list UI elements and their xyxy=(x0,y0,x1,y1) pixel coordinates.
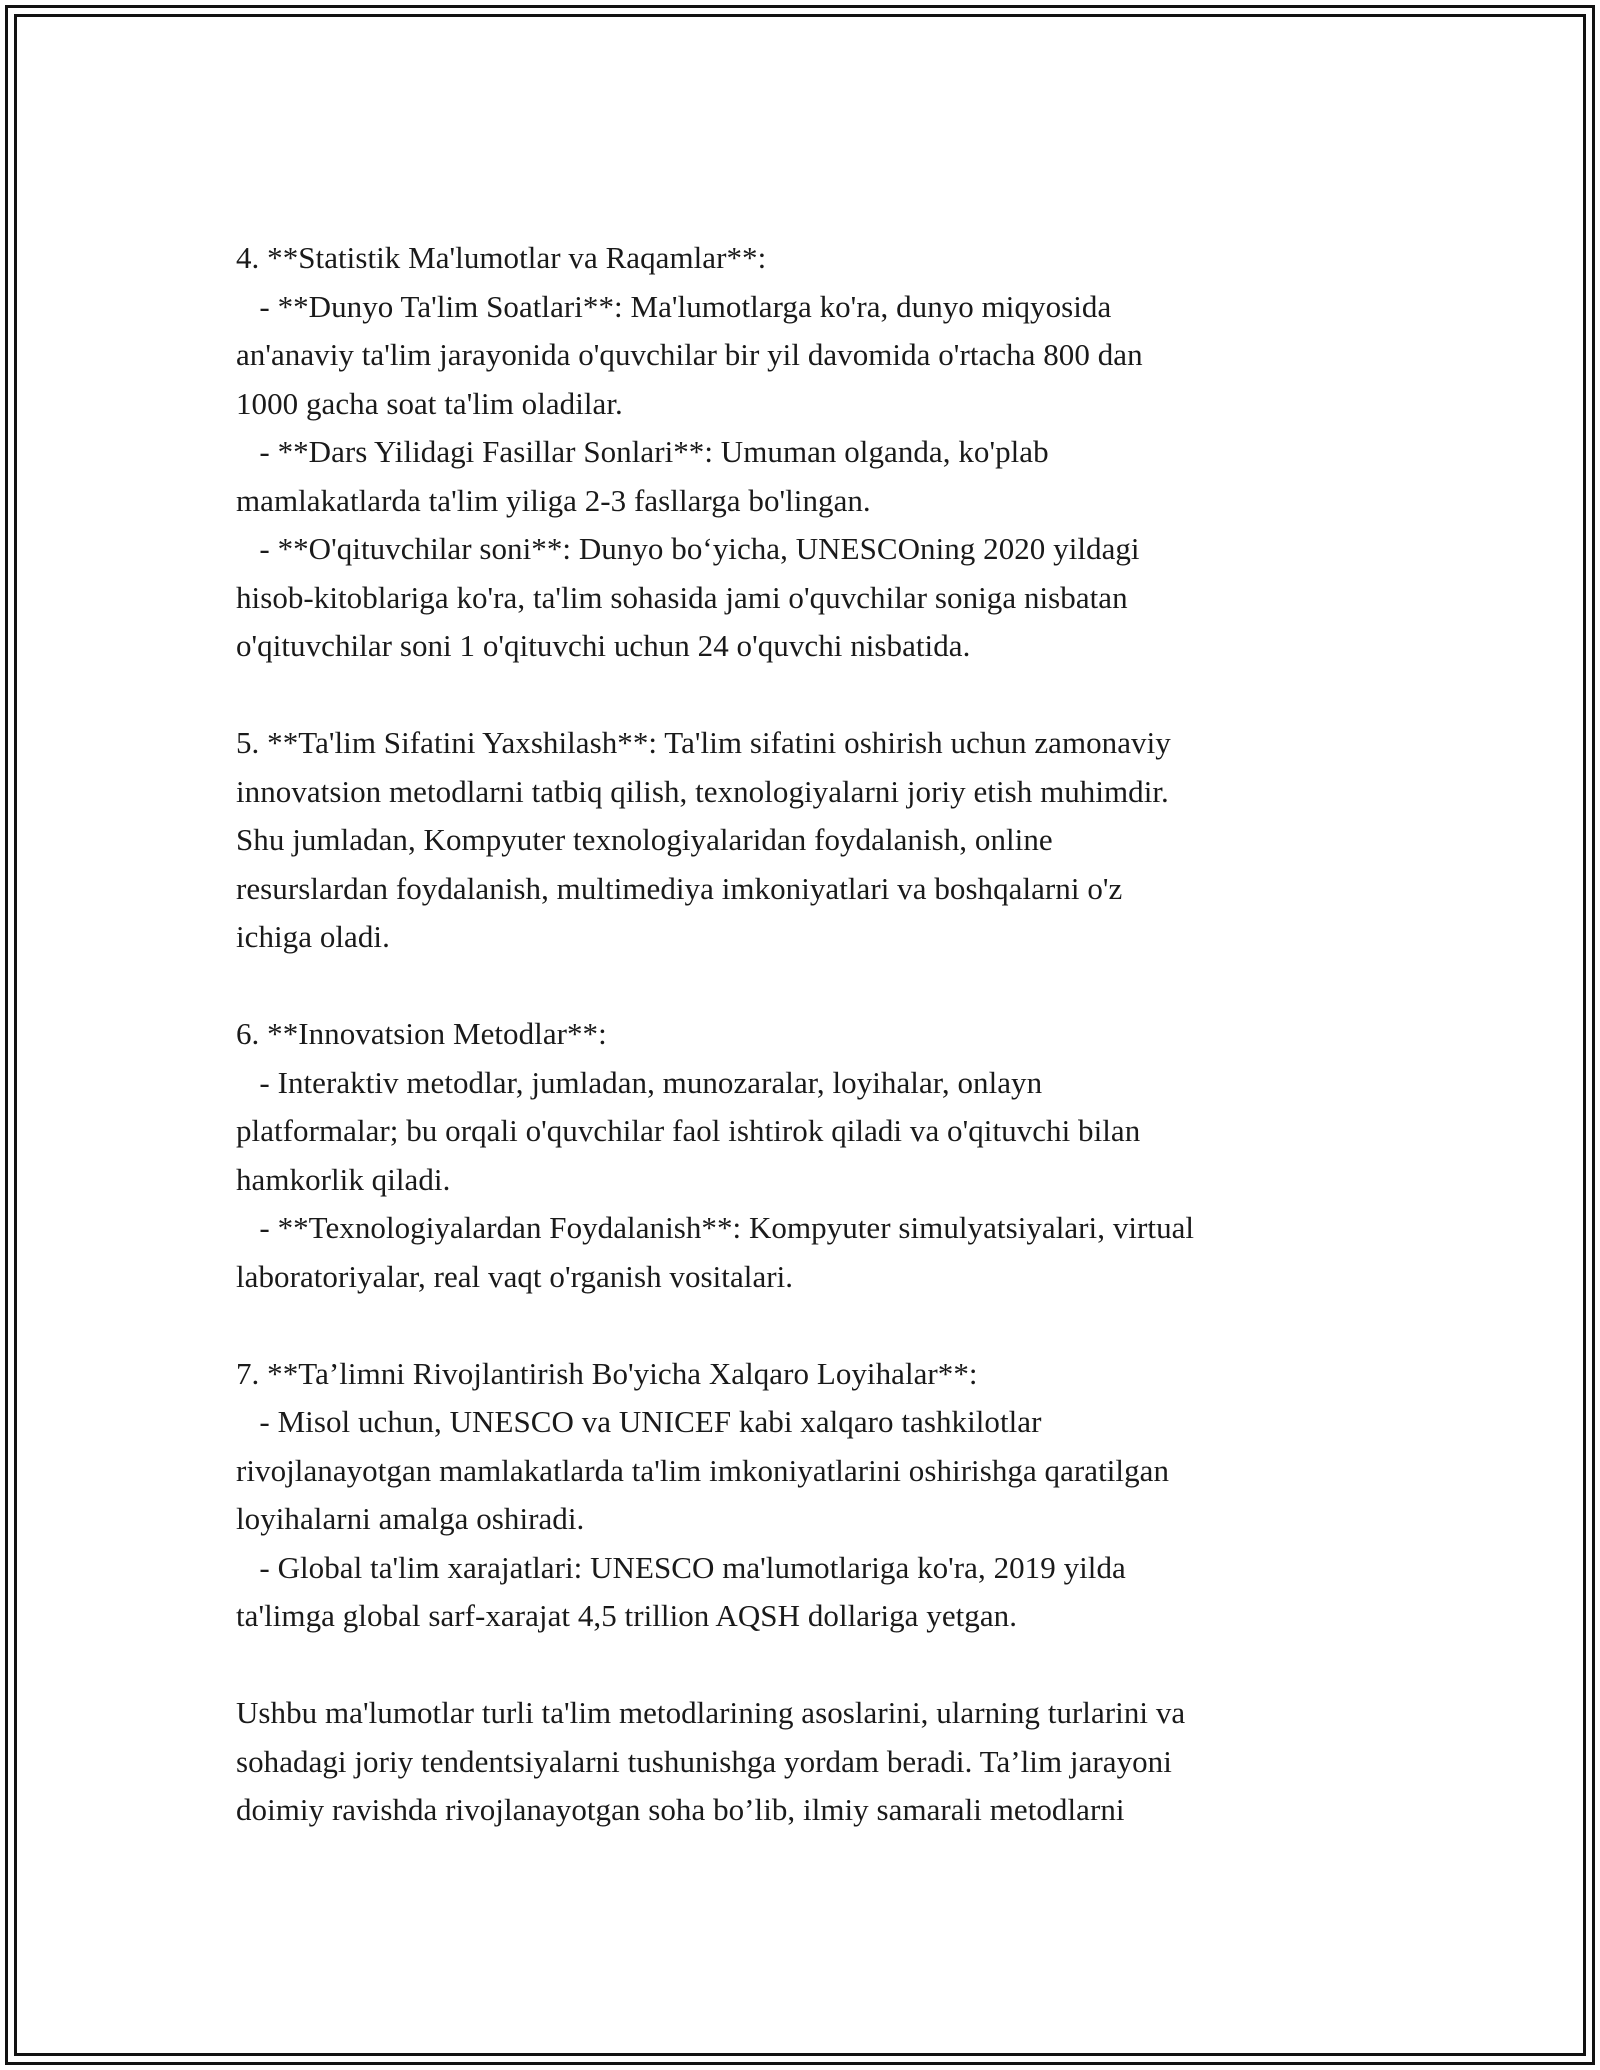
paragraph-spacer xyxy=(236,671,1386,720)
section-heading: 6. **Innovatsion Metodlar**: xyxy=(236,1016,607,1051)
text-line: Ushbu ma'lumotlar turli ta'lim metodlarining asoslarini, ularning turlarini va xyxy=(236,1695,1186,1730)
text-line: hisob-kitoblariga ko'ra, ta'lim sohasida jami o'quvchilar soniga nisbatan xyxy=(236,579,1128,615)
text-line: rivojlanayotgan mamlakatlarda ta'lim imkoniyatlarini oshirishga qaratilgan xyxy=(236,1452,1169,1488)
text-line: ta'limga global sarf-xarajat 4,5 trillion AQSH dollariga yetgan. xyxy=(236,1598,1017,1633)
paragraph-spacer xyxy=(236,962,1386,1011)
section-quality-improvement xyxy=(236,719,1386,962)
text-line: doimiy ravishda rivojlanayotgan soha bo’lib, ilmiy samarali metodlarni xyxy=(236,1792,1125,1827)
bullet-item: - **Dars Yilidagi Fasillar Sonlari**: Umuman olganda, ko'plab xyxy=(236,434,1049,469)
section-statistics xyxy=(236,234,1386,671)
text-line: sohadagi joriy tendentsiyalarni tushunishga yordam beradi. Ta’lim jarayoni xyxy=(236,1743,1172,1779)
bullet-item: - **Dunyo Ta'lim Soatlari**: Ma'lumotlarga ko'ra, dunyo miqyosida xyxy=(236,288,1112,324)
text-line: an'anaviy ta'lim jarayonida o'quvchilar bir yil davomida o'rtacha 800 dan xyxy=(236,337,1143,372)
section-heading: 4. **Statistik Ma'lumotlar va Raqamlar**: xyxy=(236,240,767,275)
text-line: innovatsion metodlarni tatbiq qilish, texnologiyalarni joriy etish muhimdir. xyxy=(236,773,1169,809)
text-line: 1000 gacha soat ta'lim oladilar. xyxy=(236,385,623,421)
bullet-item: - Interaktiv metodlar, jumladan, munozaralar, loyihalar, onlayn xyxy=(236,1064,1043,1100)
section-innovative-methods xyxy=(236,1010,1386,1301)
bullet-item: - Global ta'lim xarajatlari: UNESCO ma'lumotlariga ko'ra, 2019 yilda xyxy=(236,1549,1126,1585)
bullet-item: - **Texnologiyalardan Foydalanish**: Kompyuter simulyatsiyalari, virtual xyxy=(236,1210,1195,1245)
text-line: resurslardan foydalanish, multimediya imkoniyatlari va boshqalarni o'z xyxy=(236,870,1123,906)
section-international-projects xyxy=(236,1350,1386,1641)
bullet-item: - Misol uchun, UNESCO va UNICEF kabi xalqaro tashkilotlar xyxy=(236,1404,1042,1439)
text-line: ichiga oladi. xyxy=(236,919,390,954)
text-line: loyihalarni amalga oshiradi. xyxy=(236,1501,585,1536)
text-line: o'qituvchilar soni 1 o'qituvchi uchun 24 o'quvchi nisbatida. xyxy=(236,628,971,663)
text-line: platformalar; bu orqali o'quvchilar faol ishtirok qiladi va o'qituvchi bilan xyxy=(236,1113,1141,1148)
paragraph-spacer xyxy=(236,1301,1386,1350)
document-body xyxy=(236,234,1386,1835)
text-line: mamlakatlarda ta'lim yiliga 2-3 fasllarga bo'lingan. xyxy=(236,482,871,518)
text-line: laboratoriyalar, real vaqt o'rganish vositalari. xyxy=(236,1258,794,1294)
section-heading: 5. **Ta'lim Sifatini Yaxshilash**: Ta'lim sifatini oshirish uchun zamonaviy xyxy=(236,725,1171,760)
text-line: Shu jumladan, Kompyuter texnologiyalaridan foydalanish, online xyxy=(236,822,1053,857)
paragraph-spacer xyxy=(236,1641,1386,1690)
section-heading: 7. **Ta’limni Rivojlantirish Bo'yicha Xalqaro Loyihalar**: xyxy=(236,1355,978,1391)
text-line: hamkorlik qiladi. xyxy=(236,1161,451,1197)
bullet-item: - **O'qituvchilar soni**: Dunyo bo‘yicha, UNESCOning 2020 yildagi xyxy=(236,531,1140,566)
section-conclusion xyxy=(236,1689,1386,1835)
